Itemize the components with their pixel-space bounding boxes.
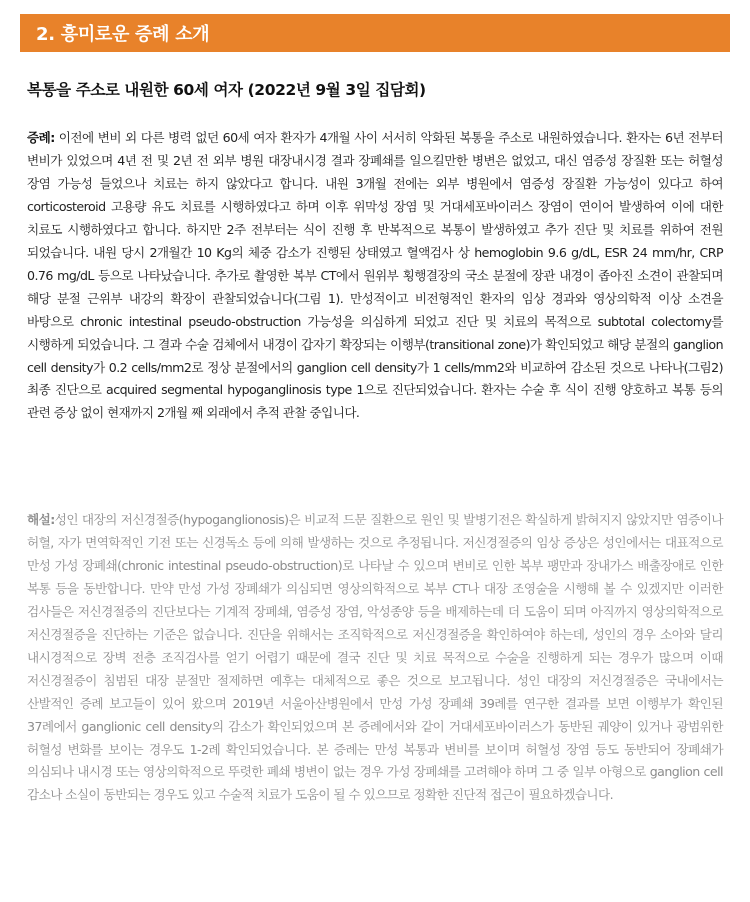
commentary-text: 성인 대장의 저신경절증(hypoganglionosis)은 비교적 드문 질환으로 원인 및 발병기전은 확실하게 밝혀지지 않았지만 염증이나 허혈, 자가 면역학적인 기전 또는 신경독소 등에 의해 발생하는 것으로 추정됩니다. 저신경절증의 임상 증상은 성인에서는 대표적으로 만성 가성 장폐쇄(chronic intestinal pseudo-obstruction)로 나타날 수 있으며 변비로 인한 복부 팽만과 장내가스 배출장애로 인한 복통 등을 동반합니다. 만약 만성 가성 장폐쇄가 의심되면 영상의학적으로 복부 CT나 대장 조영술을 시행해 볼 수 있겠지만 이러한 검사들은 저신경절증의 진단보다는 기계적 장폐쇄, 염증성 장염, 악성종양 등을 배제하는데 더 도움이 되며 아직까지 영상의학적으로 저신경절증을 진단하는 기준은 없습니다. 진단을 위해서는 조직학적으로 저신경절증을 확인하여야 하는데, 성인의 경우 소아와 달리 내시경적으로 장벽 전층 조직검사를 얻기 어렵기 때문에 결국 진단 및 치료 목적으로 수술을 진행하게 되는 경우가 많으며 이때 저신경절증이 침범된 대장 분절만 절제하면 예후는 대체적으로 좋은 것으로 보고됩니다. 성인 대장의 저신경절증은 국내에서는 산발적인 증례 보고들이 있어 왔으며 2019년 서울아산병원에서 만성 가성 장폐쇄 39례를 연구한 결과를 보면 이행부가 확인된 37례에서 ganglionic cell density의 감소가 확인되었으며 본 증례에서와 같이 거대세포바이러스가 동반된 궤양이 있거나 광범위한 허혈성 변화를 보이는 경우도 1-2례 확인되었습니다. 본 증례는 만성 복통과 변비를 보이며 허혈성 장염 등도 동반되어 장폐쇄가 의심되나 내시경 또는 영상의학적으로 뚜렷한 폐쇄 병변이 없는 경우 가성 장폐쇄를 고려해야 하며 그 중 일부 아형으로 ganglion cell 감소나 소실이 동반되는 경우도 있고 수술적 치료가 도움이 될 수 있으므로 정확한 진단적 접근이 필요하겠습니다.	[27, 512, 723, 803]
section-header-bar	[20, 14, 730, 52]
case-title: 복통을 주소로 내원한 60세 여자 (2022년 9월 3일 집담회)	[27, 81, 426, 99]
commentary-label: 해설:	[27, 512, 55, 527]
section-title: 2. 흥미로운 증례 소개	[36, 24, 210, 45]
case-report-text: 이전에 변비 외 다른 병력 없던 60세 여자 환자가 4개월 사이 서서히 악화된 복통을 주소로 내원하였습니다. 환자는 6년 전부터 변비가 있었으며 4년 전 및 2년 전 외부 병원 대장내시경 결과 장폐쇄를 일으킬만한 병변은 없었고, 대신 염증성 장질환 또는 허혈성 장염 가능성 들었으나 치료는 하지 않았다고 합니다. 내원 3개월 전에는 외부 병원에서 염증성 장질환 가능성이 있다고 하여 corticosteroid 고용량 유도 치료를 시행하였다고 하며 이후 위막성 장염 및 거대세포바이러스 장염이 연이어 발생하여 이에 대한 치료도 시행하였다고 합니다. 하지만 2주 전부터는 식이 진행 후 반복적으로 복통이 발생하였고 추가 진단 및 치료를 위하여 전원 되었습니다. 내원 당시 2개월간 10 Kg의 체중 감소가 진행된 상태였고 혈액검사 상 hemoglobin 9.6 g/dL, ESR 24 mm/hr, CRP 0.76 mg/dL 등으로 나타났습니다. 추가로 촬영한 복부 CT에서 원위부 횡행결장의 국소 분절에 장관 내경이 좁아진 소견이 관찰되며 해당 분절 근위부 내강의 확장이 관찰되었습니다(그림 1). 만성적이고 비전형적인 환자의 임상 경과와 영상의학적 이상 소견을 바탕으로 chronic intestinal pseudo-obstruction 가능성을 의심하게 되었고 진단 및 치료의 목적으로 subtotal colectomy를 시행하게 되었습니다. 그 결과 수술 검체에서 내경이 갑자기 확장되는 이행부(transitional zone)가 확인되었고 해당 분절의 ganglion cell density가 0.2 cells/mm2로 정상 분절에서의 ganglion cell density가 1 cells/mm2와 비교하여 감소된 것으로 나타나(그림2) 최종 진단으로 acquired segmental hypoganglinosis type 1으로 진단되었습니다. 환자는 수술 후 식이 진행 양호하고 복통 등의 관련 증상 없이 현재까지 2개월 째 외래에서 추적 관찰 중입니다.	[27, 130, 723, 421]
case-label: 증례:	[27, 130, 55, 145]
case-report-paragraph	[27, 127, 723, 425]
commentary-paragraph	[27, 509, 723, 807]
